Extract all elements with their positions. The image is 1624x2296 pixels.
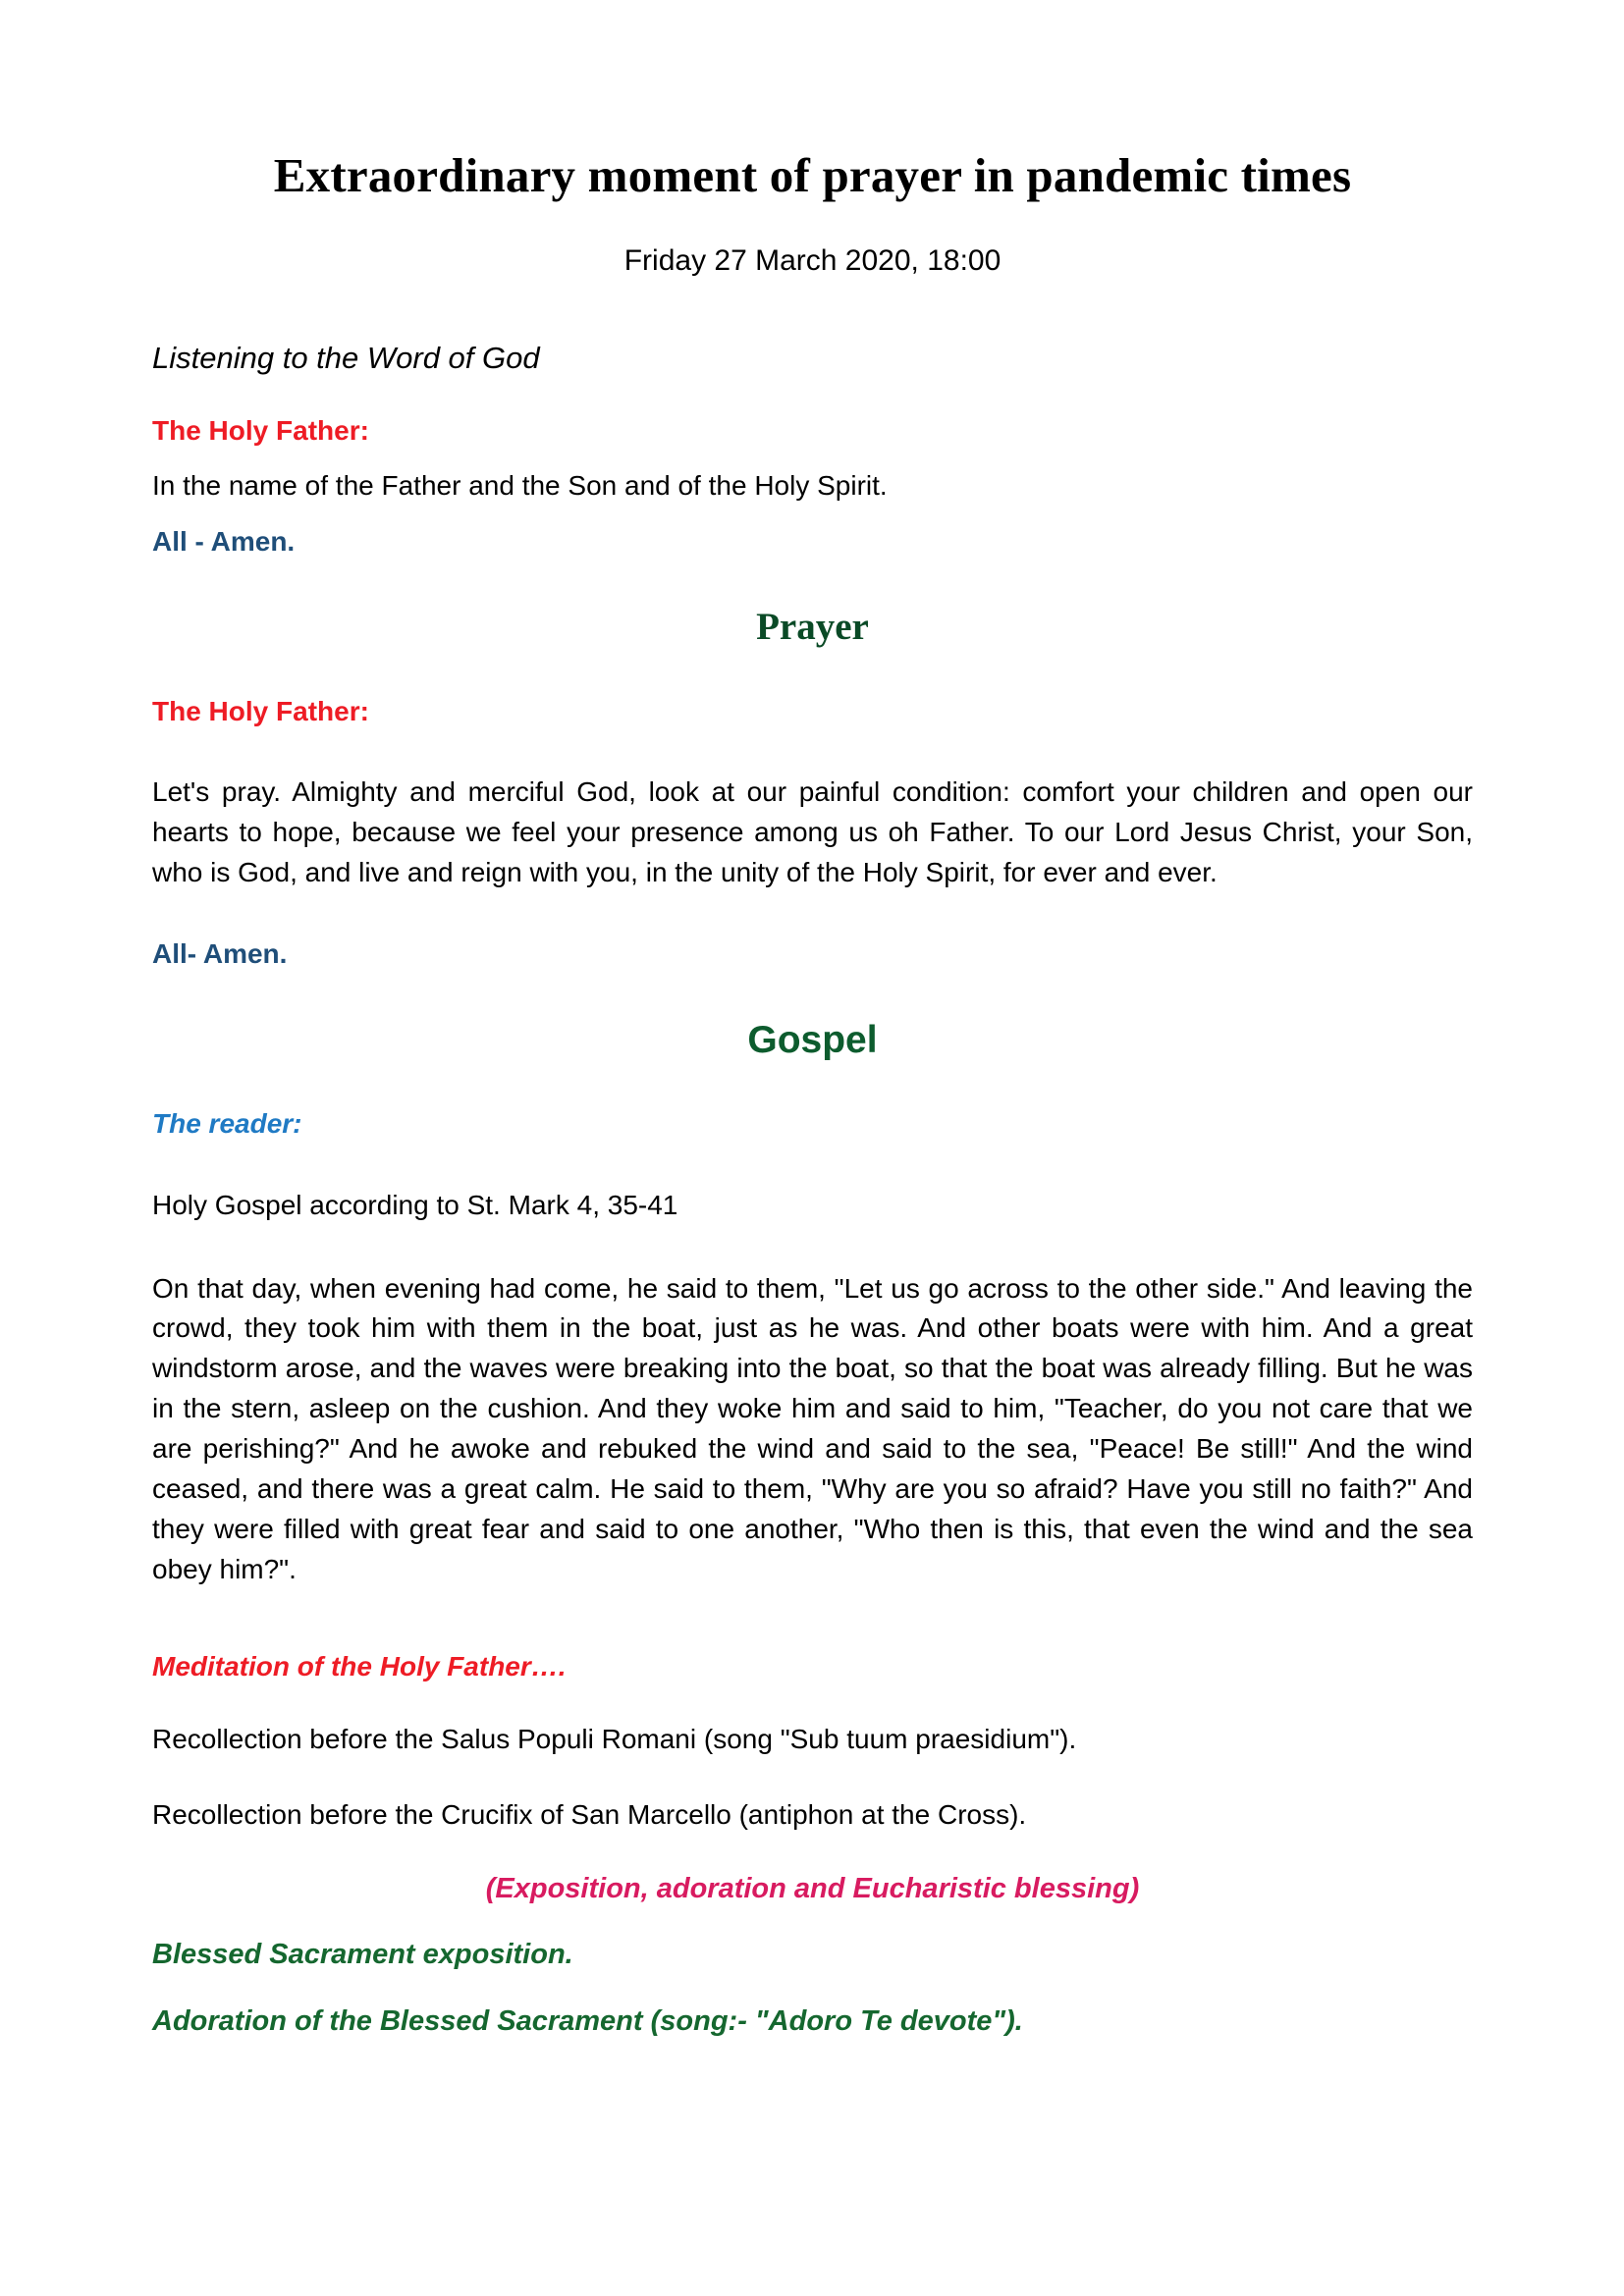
spacer [152,893,1473,936]
spacer [152,1226,1473,1269]
spacer [152,1974,1473,2003]
spacer [152,729,1473,773]
blessed-sacrament-exposition: Blessed Sacrament exposition. [152,1939,573,1971]
recollection-salus-populi-romani: Recollection before the Salus Populi Romani (song "Sub tuum praesidium"). [152,1723,1077,1754]
gospel-citation: Holy Gospel according to St. Mark 4, 35-41 [152,1189,678,1220]
spacer [152,1907,1473,1937]
speaker-label-holy-father-1: The Holy Father: [152,414,369,446]
response-all-amen-2: All- Amen. [152,938,288,970]
prayer-body-text: Let's pray. Almighty and merciful God, look at our painful condition: comfort your children and open our hearts to hope, because we feel your presence among us oh Father. To our Lord Jesus Christ, your Son, who is God, and live and reign with you, in the unity of the Holy Spirit, for ever and ever. [152,776,1473,888]
eucharistic-parenthetical: (Exposition, adoration and Eucharistic blessing) [485,1872,1140,1904]
section-heading-meditation: Meditation of the Holy Father…. [152,1650,567,1682]
spacer [152,1590,1473,1649]
recollection-crucifix-san-marcello: Recollection before the Crucifix of San Marcello (antiphon at the Cross). [152,1798,1027,1830]
spacer [152,507,1473,524]
listening-invocation-line: In the name of the Father and the Son and of the Holy Spirit. [152,470,888,502]
speaker-label-reader: The reader: [152,1108,302,1140]
section-heading-prayer: Prayer [756,606,869,649]
event-date-time: Friday 27 March 2020, 18:00 [623,243,1001,277]
section-heading-gospel: Gospel [747,1018,878,1061]
spacer [152,1836,1473,1871]
spacer [152,1684,1473,1720]
gospel-passage-text: On that day, when evening had come, he said to them, "Let us go across to the other side." And leaving the crowd, they took him with them in the boat, just as he was. And other boats were with him. And a great windstorm arose, and the waves were breaking into the boat, so that the boat was already filling. But he was in the stern, asleep on the cushion. And they woke him and said to him, "Teacher, do you not care that we are perishing?" And he awoke and rebuked the wind and said to the sea, "Peace! Be still!" And the wind ceased, and there was a great calm. He said to them, "Why are you so afraid? Have you still no faith?" And they were filled with great fear and said to one another, "Who then is this, that even the wind and the sea obey him?". [152,1272,1473,1584]
document-content-column [152,0,1473,2041]
section-heading-listening: Listening to the Word of God [152,340,540,375]
spacer [152,378,1473,413]
spacer [152,449,1473,466]
spacer [152,651,1473,694]
spacer [152,1143,1473,1186]
response-all-amen-1: All - Amen. [152,525,296,557]
adoration-of-blessed-sacrament: Adoration of the Blessed Sacrament (song:- "Adoro Te devote"). [152,2005,1023,2038]
spacer [152,1760,1473,1795]
page-title: Extraordinary moment of prayer in pandemic times [273,148,1352,202]
speaker-label-holy-father-2: The Holy Father: [152,696,369,727]
spacer [152,1063,1473,1106]
